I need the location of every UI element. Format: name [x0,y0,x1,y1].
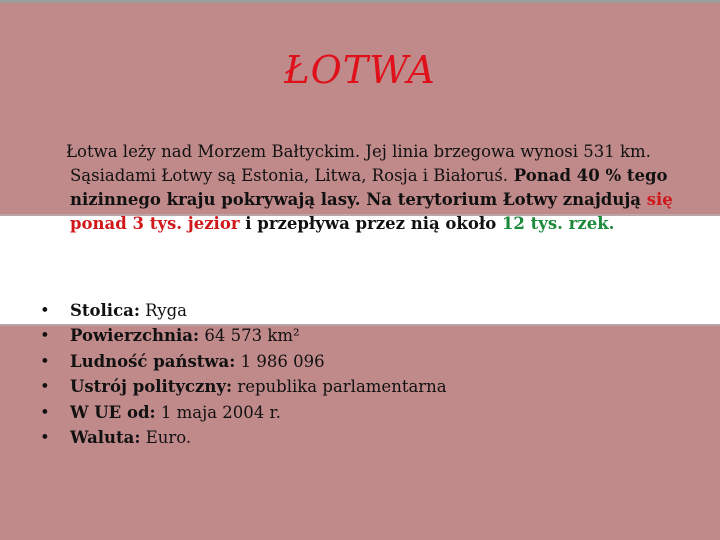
intro-paragraph [66,140,696,236]
fact-value: 64 573 km² [199,326,300,346]
fact-key: Ludność państwa: [70,351,236,371]
paragraph-lakes: się ponad 3 tys. jezior [70,190,673,233]
bullet-icon: • [40,402,50,422]
fact-key: Powierzchnia: [70,326,200,346]
list-item [40,298,680,323]
paragraph-line-1: Łotwa leży nad Morzem Bałtyckim. Jej linia brzegowa wynosi 531 km. [66,142,651,161]
paragraph-forests: Ponad 40 % tego nizinnego kraju pokrywają lasy. Na terytorium Łotwy znajdują [70,166,668,209]
fact-value: republika parlamentarna [232,377,447,397]
fact-value: 1 maja 2004 r. [155,402,281,422]
bullet-icon: • [40,301,50,320]
bullet-icon: • [40,351,50,371]
paragraph-rest [66,164,696,236]
fact-value: 1 986 096 [235,351,325,371]
fact-key: W UE od: [70,402,156,422]
bullet-icon: • [40,428,50,448]
list-item [40,323,680,348]
paragraph-rivers-intro: i przepływa przez nią około [239,214,502,233]
list-item [40,425,680,450]
paragraph-neighbours: Sąsiadami Łotwy są Estonia, Litwa, Rosja i Białoruś. [70,166,509,185]
fact-key: Stolica: [70,301,140,320]
list-item [40,374,680,399]
slide-top-edge [0,0,720,3]
bullet-icon: • [40,326,50,346]
list-item [40,349,680,374]
paragraph-rivers: 12 tys. rzek. [501,214,615,233]
list-item [40,400,680,425]
fact-value: Ryga [139,301,188,320]
bullet-icon: • [40,377,50,397]
fact-key: Ustrój polityczny: [70,377,233,397]
slide-title: ŁOTWA [284,48,436,92]
fact-key: Waluta: [70,428,141,448]
facts-list [40,298,680,450]
fact-value: Euro. [140,428,192,448]
